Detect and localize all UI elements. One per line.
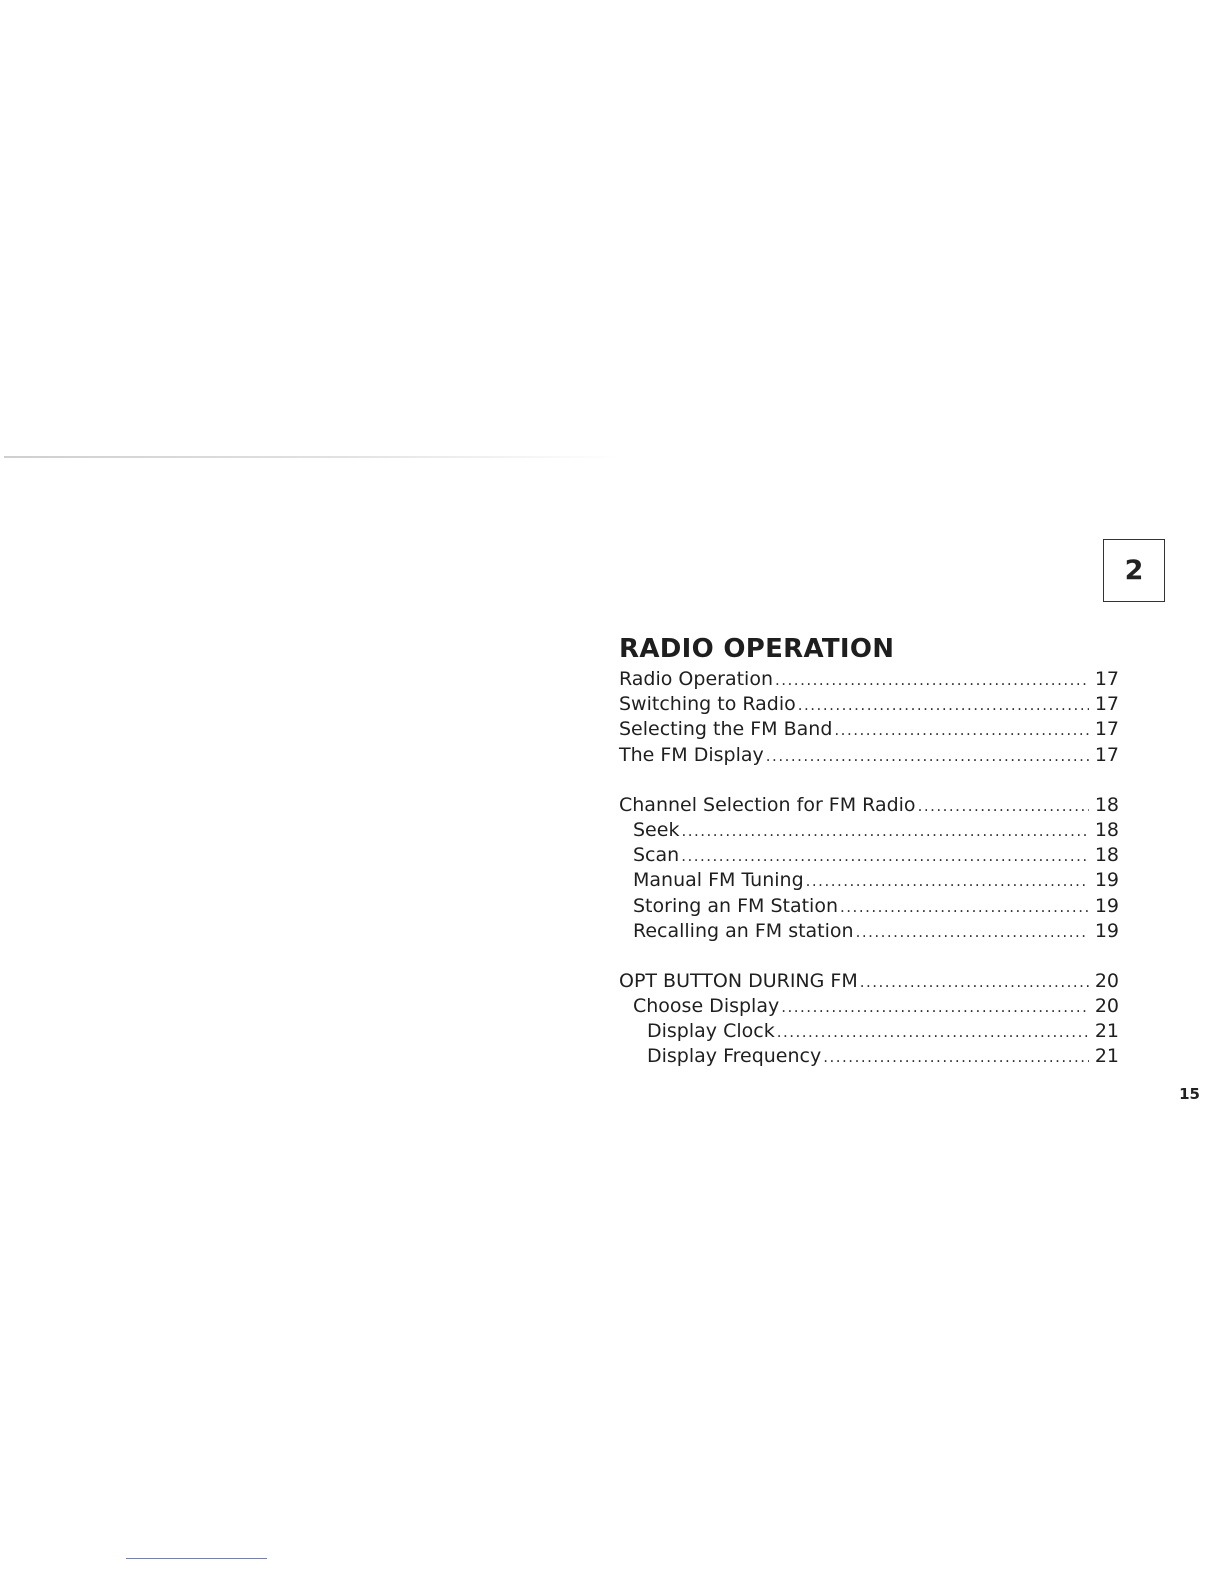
toc-entry-display-frequency[interactable] [619, 1044, 1119, 1069]
toc-entry-page: 18 [1094, 844, 1119, 867]
toc-entry-fm-display[interactable] [619, 743, 1119, 768]
toc-entry-label: Radio Operation [619, 668, 773, 690]
dot-leader [775, 668, 1089, 693]
toc-entry-switching-to-radio[interactable] [619, 692, 1119, 717]
toc-entry-page: 20 [1094, 995, 1119, 1018]
toc-entry-label: Display Clock [647, 1020, 775, 1043]
bottom-underline [126, 1558, 267, 1559]
toc-entry-choose-display[interactable] [619, 994, 1119, 1019]
toc-group-radio-basics [619, 667, 1119, 768]
toc-entry-scan[interactable] [619, 843, 1119, 868]
dot-leader [781, 995, 1089, 1020]
toc-entry-recalling-fm-station[interactable] [619, 919, 1119, 944]
toc-entry-opt-button[interactable] [619, 969, 1119, 994]
section-title: RADIO OPERATION [619, 634, 895, 664]
toc-entry-page: 19 [1094, 894, 1119, 917]
toc-entry-seek[interactable] [619, 818, 1119, 843]
dot-leader [840, 895, 1089, 920]
toc-entry-label: Selecting the FM Band [619, 718, 833, 741]
dot-leader [856, 920, 1089, 945]
toc-entry-page: 19 [1094, 919, 1119, 942]
dot-leader [777, 1020, 1089, 1045]
toc-entry-radio-operation[interactable] [619, 667, 1119, 692]
dot-leader [806, 869, 1089, 894]
toc-entry-page: 17 [1094, 693, 1119, 716]
toc-entry-page: 18 [1094, 793, 1119, 816]
toc-entry-page: 21 [1094, 1020, 1119, 1043]
toc-group-channel-selection [619, 793, 1119, 944]
dot-leader [823, 1045, 1089, 1070]
toc-group-opt-button [619, 969, 1119, 1070]
toc-entry-label: Channel Selection for FM Radio [619, 793, 916, 816]
toc-entry-page: 17 [1094, 718, 1119, 741]
dot-leader [681, 844, 1089, 869]
toc-entry-label: Storing an FM Station [633, 894, 839, 917]
toc-entry-page: 21 [1094, 1045, 1119, 1068]
toc-entry-selecting-fm-band[interactable] [619, 717, 1119, 742]
toc-entry-manual-fm-tuning[interactable] [619, 868, 1119, 893]
toc-entry-page: 20 [1094, 969, 1119, 992]
toc-entry-label: OPT BUTTON DURING FM [619, 969, 858, 992]
toc-entry-label: Display Frequency [647, 1045, 822, 1068]
toc-entry-channel-selection[interactable] [619, 793, 1119, 818]
dot-leader [834, 718, 1088, 743]
toc-entry-display-clock[interactable] [619, 1019, 1119, 1044]
chapter-number-box: 2 [1103, 539, 1165, 602]
table-of-contents [619, 631, 1119, 1070]
toc-entry-page: 17 [1094, 743, 1119, 766]
dot-leader [766, 744, 1089, 769]
toc-entry-page: 18 [1094, 818, 1119, 841]
toc-entry-label: Choose Display [633, 995, 780, 1018]
toc-entry-page: 19 [1094, 869, 1119, 892]
dot-leader [681, 819, 1088, 844]
scan-divider-line [4, 456, 624, 458]
dot-leader [798, 693, 1089, 718]
page-number: 15 [1179, 1085, 1200, 1103]
toc-entry-page: 17 [1094, 668, 1119, 690]
toc-entry-storing-fm-station[interactable] [619, 894, 1119, 919]
toc-entry-label: Manual FM Tuning [633, 869, 804, 892]
toc-entry-label: Scan [633, 844, 680, 867]
dot-leader [860, 970, 1089, 995]
toc-entry-label: Recalling an FM station [633, 919, 854, 942]
toc-entry-label: Seek [633, 818, 680, 841]
dot-leader [918, 794, 1089, 819]
toc-entry-label: The FM Display [619, 743, 764, 766]
toc-entry-label: Switching to Radio [619, 693, 796, 716]
